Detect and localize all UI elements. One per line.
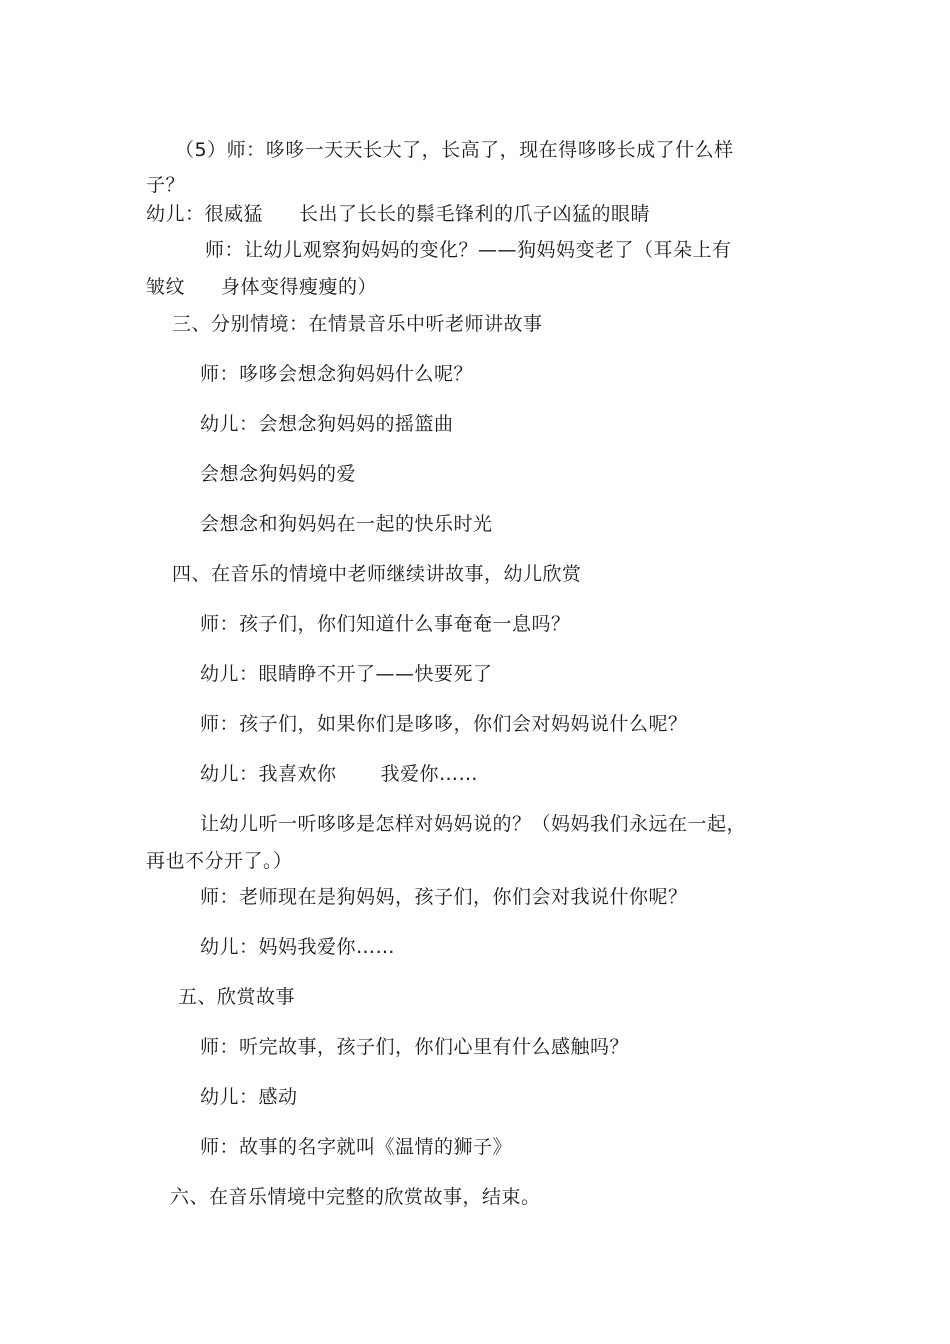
line-segment: 幼儿：很威猛 bbox=[146, 203, 264, 225]
line-segment: 长出了长长的鬃毛锋利的爪子凶猛的眼睛 bbox=[299, 203, 651, 225]
section-heading: 五、欣赏故事 bbox=[178, 986, 296, 1008]
paragraph-line: 师：让幼儿观察狗妈妈的变化？——狗妈妈变老了（耳朵上有 bbox=[205, 239, 732, 261]
paragraph-line: 会想念和狗妈妈在一起的快乐时光 bbox=[200, 513, 493, 535]
section-heading: 六、在音乐情境中完整的欣赏故事，结束。 bbox=[170, 1186, 541, 1208]
line-segment: 我爱你…… bbox=[380, 763, 479, 785]
line-segment: 皱纹 bbox=[146, 276, 186, 298]
paragraph-line: 师：哆哆会想念狗妈妈什么呢？ bbox=[200, 363, 474, 385]
paragraph-line: 子？ bbox=[146, 174, 186, 196]
paragraph-line bbox=[200, 762, 478, 786]
paragraph-line: （5）师：哆哆一天天长大了，长高了，现在得哆哆长成了什么样 bbox=[175, 139, 734, 161]
paragraph-line: 师：听完故事，孩子们，你们心里有什么感触吗？ bbox=[200, 1036, 630, 1058]
paragraph-line: 会想念狗妈妈的爱 bbox=[200, 463, 357, 485]
paragraph-line: 师：老师现在是狗妈妈，孩子们，你们会对我说什你呢？ bbox=[200, 886, 688, 908]
paragraph-line: 幼儿：妈妈我爱你…… bbox=[200, 936, 396, 958]
paragraph-line: 幼儿：眼睛睁不开了——快要死了 bbox=[200, 663, 493, 685]
line-segment: 幼儿：我喜欢你 bbox=[200, 763, 337, 785]
paragraph-line: 让幼儿听一听哆哆是怎样对妈妈说的？（妈妈我们永远在一起， bbox=[200, 813, 747, 835]
paragraph-line: 师：孩子们，如果你们是哆哆，你们会对妈妈说什么呢？ bbox=[200, 713, 688, 735]
paragraph-line bbox=[146, 275, 377, 299]
paragraph-line: 幼儿：会想念狗妈妈的摇篮曲 bbox=[200, 413, 454, 435]
section-heading: 四、在音乐的情境中老师继续讲故事，幼儿欣赏 bbox=[172, 563, 582, 585]
paragraph-line: 师：故事的名字就叫《温情的狮子》 bbox=[200, 1136, 513, 1158]
section-heading: 三、分别情境：在情景音乐中听老师讲故事 bbox=[172, 313, 543, 335]
line-segment: 身体变得瘦瘦的） bbox=[221, 276, 378, 298]
paragraph-line: 幼儿：感动 bbox=[200, 1086, 298, 1108]
paragraph-line bbox=[146, 202, 650, 226]
paragraph-line: 师：孩子们，你们知道什么事奄奄一息吗？ bbox=[200, 613, 571, 635]
paragraph-line: 再也不分开了。） bbox=[146, 850, 293, 872]
